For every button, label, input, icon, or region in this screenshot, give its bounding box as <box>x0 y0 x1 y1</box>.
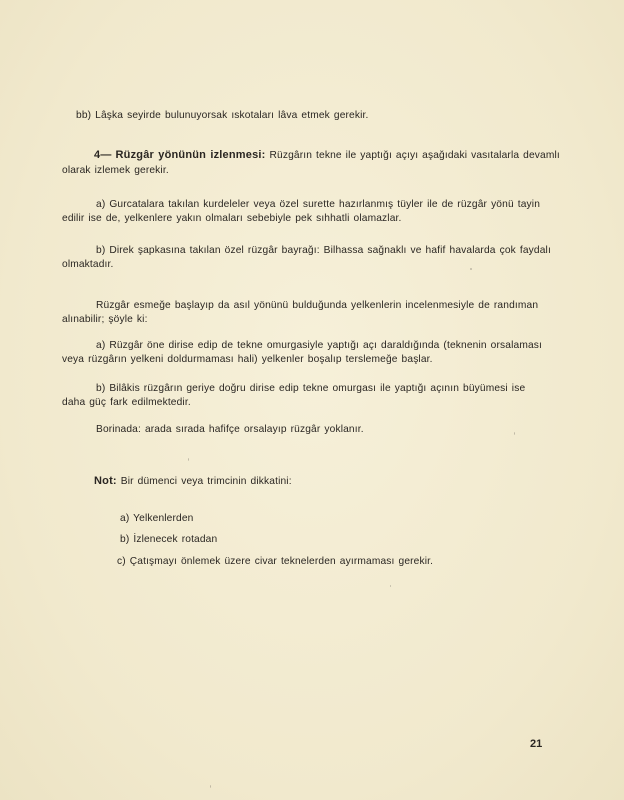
paragraph-a-line1: a) Gurcatalara takılan kurdeleler veya özel surette hazırlanmış tüyler ile de rüzgâr yönü tayin <box>96 199 541 210</box>
paper-speck <box>188 458 189 461</box>
page-number: 21 <box>530 738 543 750</box>
section-4-line2: olarak izlemek gerekir. <box>62 165 169 176</box>
paragraph-bb: bb) Lâşka seyirde bulunuyorsak ıskotaları lâva etmek gerekir. <box>76 110 369 121</box>
section-4-number: 4— <box>94 149 112 161</box>
paper-speck <box>514 432 515 435</box>
paragraph-wind-line1: Rüzgâr esmeğe başlayıp da asıl yönünü bulduğunda yelkenlerin incelenmesiyle de randıman <box>96 300 539 311</box>
note-heading <box>94 474 292 489</box>
paragraph-b-line1: b) Direk şapkasına takılan özel rüzgâr bayrağı: Bilhassa sağnaklı ve hafif havalarda çok faydalı <box>96 245 551 256</box>
paper-speck <box>390 585 391 587</box>
note-label: Not: <box>94 475 117 487</box>
paragraph-borinada: Borinada: arada sırada hafifçe orsalayıp rüzgâr yoklanır. <box>96 424 364 435</box>
note-item-b: b) İzlenecek rotadan <box>120 534 218 545</box>
section-4-line1-text: Rüzgârın tekne ile yaptığı açıyı aşağıdaki vasıtalarla devamlı <box>265 150 560 161</box>
paragraph-wind-b-line2: daha güç fark edilmektedir. <box>62 397 191 408</box>
section-4-heading: Rüzgâr yönünün izlenmesi: <box>115 149 266 161</box>
paper-speck <box>210 785 211 788</box>
paragraph-wind-line2: alınabilir; şöyle ki: <box>62 314 148 325</box>
paragraph-wind-a-line2: veya rüzgârın yelkeni doldurmaması hali) yelkenler boşalıp terslemeğe başlar. <box>62 354 433 365</box>
paragraph-wind-a-line1: a) Rüzgâr öne dirise edip de tekne omurgasiyle yaptığı açı daraldığında (teknenin orsalaması <box>96 340 542 351</box>
paper-speck <box>470 268 472 270</box>
note-item-a: a) Yelkenlerden <box>120 513 194 524</box>
note-item-c: c) Çatışmayı önlemek üzere civar teknelerden ayırmaması gerekir. <box>117 556 434 567</box>
paragraph-wind-b-line1: b) Bilâkis rüzgârın geriye doğru dirise edip tekne omurgası ile yaptığı açının büyümesi ise <box>96 383 526 394</box>
note-text: Bir dümenci veya trimcinin dikkatini: <box>116 476 292 487</box>
paragraph-a-line2: edilir ise de, yelkenlere yakın olmaları sebebiyle pek sıhhatli olamazlar. <box>62 213 402 224</box>
section-4-line1 <box>94 148 560 163</box>
paragraph-b-line2: olmaktadır. <box>62 259 114 270</box>
